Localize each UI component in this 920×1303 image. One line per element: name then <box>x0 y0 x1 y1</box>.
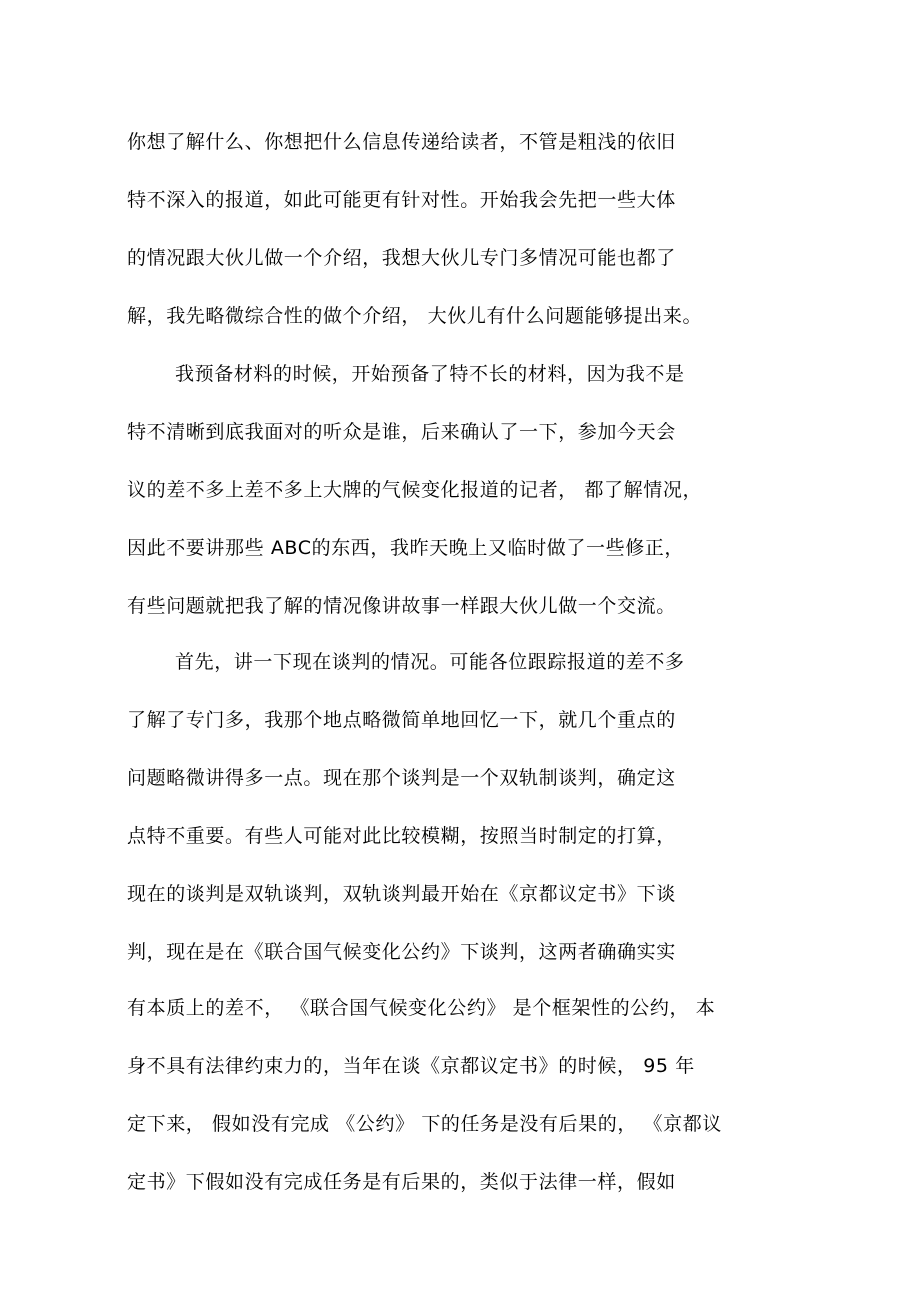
paragraph-start-line: 首先，讲一下现在谈判的情况。可能各位跟踪报道的差不多 <box>175 651 685 673</box>
text-line: 解，我先略微综合性的做个介绍， 大伙儿有什么问题能够提出来。 <box>127 305 703 327</box>
text-line: 定书》下假如没有完成任务是有后果的，类似于法律一样，假如 <box>127 1171 676 1193</box>
text-line: 因此不要讲那些 ABC的东西，我昨天晚上又临时做了一些修正， <box>127 537 685 559</box>
text-line: 特不清晰到底我面对的听众是谁，后来确认了一下，参加今天会 <box>127 421 676 443</box>
text-line: 定下来， 假如没有完成 《公约》 下的任务是没有后果的， 《京都议 <box>127 1113 722 1135</box>
text-line: 特不深入的报道，如此可能更有针对性。开始我会先把一些大体 <box>127 189 676 211</box>
paragraph-start-line: 我预备材料的时候，开始预备了特不长的材料，因为我不是 <box>175 363 685 385</box>
text-line: 议的差不多上差不多上大牌的气候变化报道的记者， 都了解情况， <box>127 479 703 501</box>
text-line: 有本质上的差不， 《联合国气候变化公约》 是个框架性的公约， 本 <box>127 997 716 1019</box>
text-line: 点特不重要。有些人可能对此比较模糊，按照当时制定的打算， <box>127 825 676 847</box>
text-line: 了解了专门多，我那个地点略微简单地回忆一下，就几个重点的 <box>127 709 676 731</box>
text-line: 问题略微讲得多一点。现在那个谈判是一个双轨制谈判，确定这 <box>127 767 676 789</box>
text-line: 判，现在是在《联合国气候变化公约》下谈判，这两者确确实实 <box>127 941 676 963</box>
text-line: 现在的谈判是双轨谈判，双轨谈判最开始在《京都议定书》下谈 <box>127 883 676 905</box>
text-line: 你想了解什么、你想把什么信息传递给读者，不管是粗浅的依旧 <box>127 131 676 153</box>
text-line: 有些问题就把我了解的情况像讲故事一样跟大伙儿做一个交流。 <box>127 595 676 617</box>
text-line: 的情况跟大伙儿做一个介绍，我想大伙儿专门多情况可能也都了 <box>127 247 676 269</box>
text-line: 身不具有法律约束力的，当年在谈《京都议定书》的时候， 95 年 <box>127 1055 695 1077</box>
